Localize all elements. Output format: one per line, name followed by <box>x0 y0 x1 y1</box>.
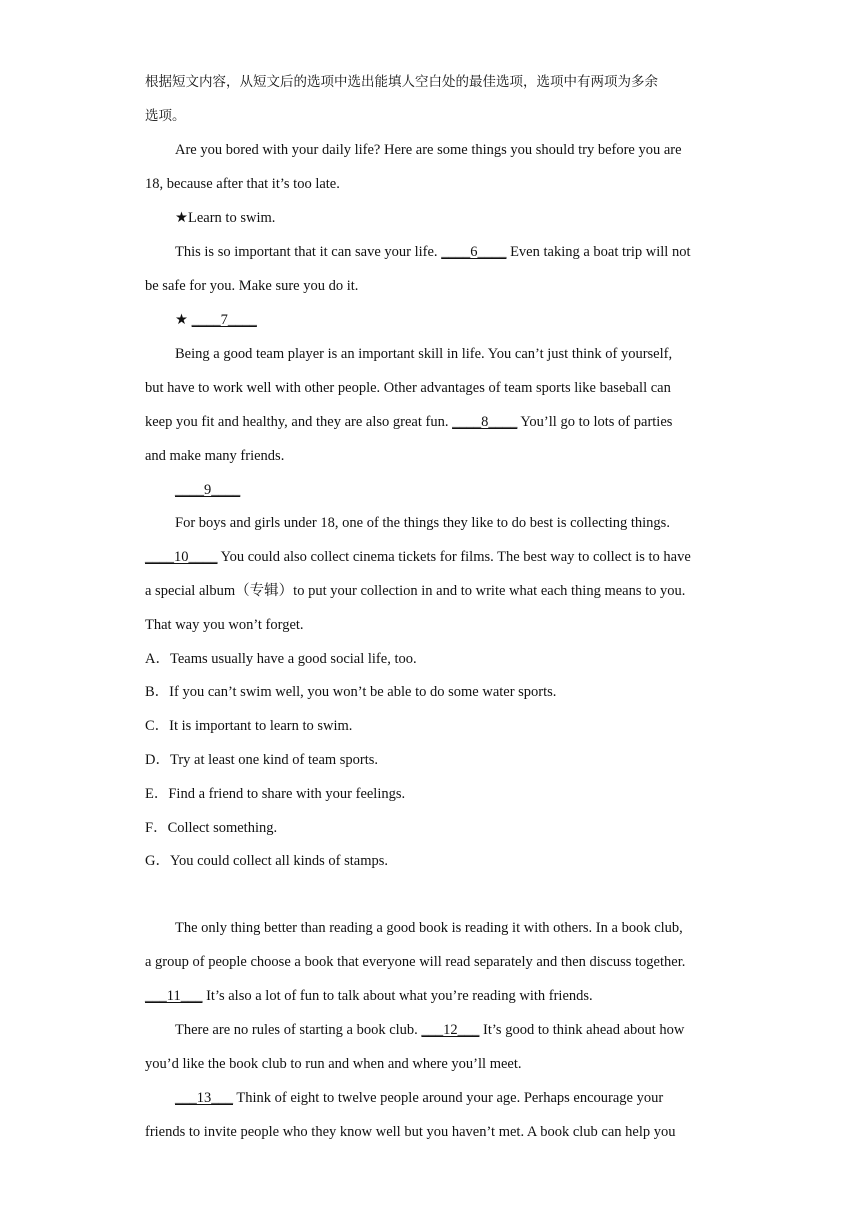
instructions-line-1: 根据短文内容，从短文后的选项中选出能填人空白处的最佳选项，选项中有两项为多余 <box>145 74 658 90</box>
text-segment: Even taking a boat trip will not <box>506 244 691 260</box>
passage2-p3-line-2: friends to invite people who they know well but you haven’t met. A book club can help you <box>145 1124 676 1140</box>
option-c: C．It is important to learn to swim. <box>145 718 353 734</box>
passage1-intro-line-1: Are you bored with your daily life? Here are some things you should try before you are <box>175 142 682 158</box>
passage2-p1-line-3 <box>145 986 593 1006</box>
heading-blank-7 <box>175 310 257 330</box>
passage2-p2-line-2: you’d like the book club to run and when and where you’ll meet. <box>145 1056 522 1072</box>
blank-11: ___11___ <box>145 988 203 1004</box>
text-segment: This is so important that it can save your life. <box>175 244 442 260</box>
blank-7: ____7____ <box>191 312 257 328</box>
passage1-p3-line-4: That way you won’t forget. <box>145 617 304 633</box>
option-d: D．Try at least one kind of team sports. <box>145 752 379 768</box>
blank-6: ____6____ <box>441 244 507 260</box>
text-segment: Think of eight to twelve people around your age. Perhaps encourage your <box>233 1090 664 1106</box>
text-segment: You’ll go to lots of parties <box>517 414 673 430</box>
passage2-p3-line-1 <box>175 1088 663 1108</box>
blank-10: ____10____ <box>145 549 218 565</box>
passage1-p3-line-3: a special album（专辑）to put your collection in and to write what each thing means to you. <box>145 583 686 599</box>
heading-blank-9 <box>175 480 240 500</box>
text-segment: keep you fit and healthy, and they are also great fun. <box>145 414 453 430</box>
text-segment: You could also collect cinema tickets for films. The best way to collect is to have <box>217 549 691 565</box>
passage1-p2-line-3 <box>145 412 672 432</box>
passage1-p1-line-2: be safe for you. Make sure you do it. <box>145 278 359 294</box>
passage1-p1-line-1 <box>175 242 690 262</box>
passage1-p3-line-1: For boys and girls under 18, one of the things they like to do best is collecting things. <box>175 515 670 531</box>
instructions-line-2: 选项。 <box>145 108 186 124</box>
passage1-p2-line-4: and make many friends. <box>145 448 285 464</box>
passage1-p2-line-1: Being a good team player is an important skill in life. You can’t just think of yourself, <box>175 346 673 362</box>
passage1-p2-line-2: but have to work well with other people. Other advantages of team sports like baseball can <box>145 380 671 396</box>
option-f: F．Collect something. <box>145 820 278 836</box>
passage2-p2-line-1 <box>175 1020 684 1040</box>
option-a: A．Teams usually have a good social life, too. <box>145 651 417 667</box>
text-segment: There are no rules of starting a book club. <box>175 1022 422 1038</box>
passage1-intro-line-2: 18, because after that it’s too late. <box>145 176 340 192</box>
blank-13: ___13___ <box>175 1090 233 1106</box>
blank-12: ___12___ <box>421 1022 480 1038</box>
blank-8: ____8____ <box>452 414 518 430</box>
option-e: E．Find a friend to share with your feelings. <box>145 786 406 802</box>
passage2-p1-line-1: The only thing better than reading a good book is reading it with others. In a book club, <box>175 920 683 936</box>
heading-learn-to-swim: ★Learn to swim. <box>175 210 276 226</box>
star-icon: ★ <box>175 312 192 328</box>
text-segment: It’s also a lot of fun to talk about what you’re reading with friends. <box>202 988 593 1004</box>
text-segment: It’s good to think ahead about how <box>479 1022 685 1038</box>
passage2-p1-line-2: a group of people choose a book that everyone will read separately and then discuss together. <box>145 954 686 970</box>
blank-9: ____9____ <box>175 482 241 498</box>
option-g: G．You could collect all kinds of stamps. <box>145 853 388 869</box>
passage1-p3-line-2 <box>145 547 691 567</box>
option-b: B．If you can’t swim well, you won’t be able to do some water sports. <box>145 684 557 700</box>
